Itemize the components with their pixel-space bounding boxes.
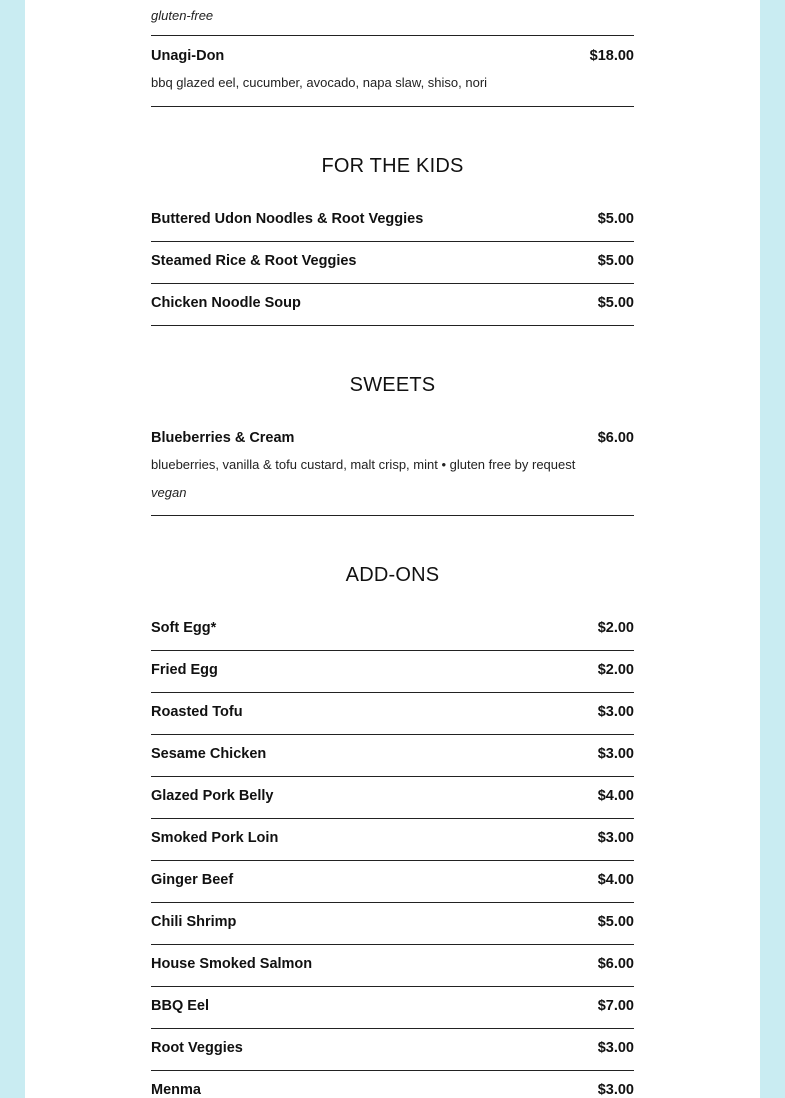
item-price: $3.00 xyxy=(597,1082,634,1098)
section-title-addons: ADD-ONS xyxy=(345,564,440,586)
item-name: Root Veggies xyxy=(151,1040,243,1056)
item-price: $3.00 xyxy=(597,1040,634,1056)
item-price: $5.00 xyxy=(597,211,634,227)
section-title-sweets: SWEETS xyxy=(349,374,436,396)
addon-item xyxy=(151,1071,634,1098)
item-price: $2.00 xyxy=(597,662,634,678)
item-price: $4.00 xyxy=(597,872,634,888)
menu-item xyxy=(151,242,634,284)
item-price: $5.00 xyxy=(597,914,634,930)
item-name: Buttered Udon Noodles & Root Veggies xyxy=(151,211,424,227)
menu-item xyxy=(151,284,634,326)
item-price: $4.00 xyxy=(597,788,634,804)
item-name: BBQ Eel xyxy=(151,998,210,1014)
dietary-tag: vegan xyxy=(151,485,187,500)
item-name: Sesame Chicken xyxy=(151,746,267,762)
item-description: bbq glazed eel, cucumber, avocado, napa slaw, shiso, nori xyxy=(151,75,488,90)
item-name: House Smoked Salmon xyxy=(151,956,313,972)
item-price: $3.00 xyxy=(597,704,634,720)
addon-item xyxy=(151,609,634,651)
menu-item-blueberries xyxy=(151,419,634,516)
addon-item xyxy=(151,777,634,819)
previous-item-tail xyxy=(151,0,634,36)
addon-item xyxy=(151,651,634,693)
item-name: Fried Egg xyxy=(151,662,218,678)
item-name: Unagi-Don xyxy=(151,48,225,64)
menu-page xyxy=(25,0,760,1098)
item-price: $3.00 xyxy=(597,830,634,846)
addon-item xyxy=(151,987,634,1029)
item-price: $5.00 xyxy=(597,253,634,269)
item-name: Glazed Pork Belly xyxy=(151,788,274,804)
item-name: Menma xyxy=(151,1082,201,1098)
item-name: Soft Egg* xyxy=(151,620,217,636)
item-name: Smoked Pork Loin xyxy=(151,830,279,846)
item-price: $6.00 xyxy=(597,430,634,446)
item-name: Chicken Noodle Soup xyxy=(151,295,301,311)
section-title-kids: FOR THE KIDS xyxy=(321,155,464,177)
addon-item xyxy=(151,1029,634,1071)
item-name: Chili Shrimp xyxy=(151,914,237,930)
item-name: Ginger Beef xyxy=(151,872,234,888)
addon-item xyxy=(151,861,634,903)
item-name: Blueberries & Cream xyxy=(151,430,295,446)
addon-item xyxy=(151,945,634,987)
item-price: $7.00 xyxy=(597,998,634,1014)
addon-item xyxy=(151,693,634,735)
item-description: blueberries, vanilla & tofu custard, malt crisp, mint • gluten free by request xyxy=(151,457,576,472)
item-name: Roasted Tofu xyxy=(151,704,243,720)
dietary-tag: gluten-free xyxy=(151,8,214,23)
menu-item xyxy=(151,200,634,242)
addon-item xyxy=(151,735,634,777)
item-name: Steamed Rice & Root Veggies xyxy=(151,253,357,269)
menu-item-unagi-don xyxy=(151,37,634,107)
item-price: $2.00 xyxy=(597,620,634,636)
addon-item xyxy=(151,903,634,945)
item-price: $18.00 xyxy=(589,48,634,64)
item-price: $3.00 xyxy=(597,746,634,762)
item-price: $6.00 xyxy=(597,956,634,972)
item-price: $5.00 xyxy=(597,295,634,311)
addon-item xyxy=(151,819,634,861)
